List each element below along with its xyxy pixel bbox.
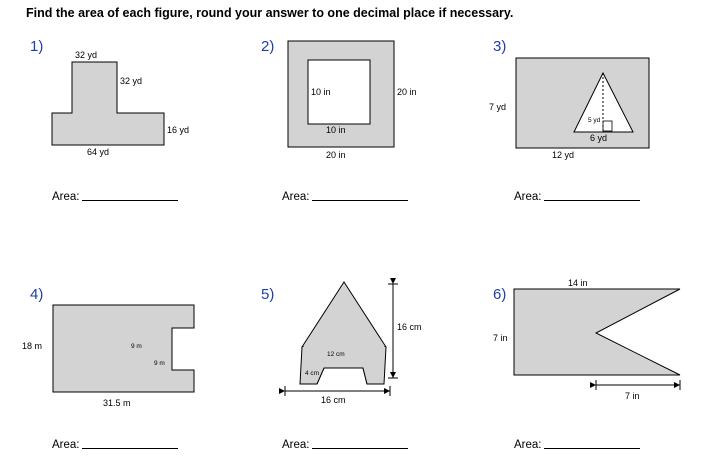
answer-line[interactable] (312, 200, 408, 201)
fig6-notch-label: 7 in (625, 391, 640, 401)
answer-line[interactable] (544, 448, 640, 449)
fig6-top-label: 14 in (568, 278, 588, 288)
area-label: Area: (514, 439, 542, 451)
area-label: Area: (282, 191, 310, 203)
figure-1-shape (52, 62, 164, 145)
fig2-outer-bottom-label: 20 in (326, 150, 346, 160)
area-label: Area: (52, 439, 80, 451)
area-label: Area: (514, 191, 542, 203)
answer-line[interactable] (544, 200, 640, 201)
fig4-width-label: 31.5 m (103, 398, 131, 408)
fig4-height-label: 18 m (22, 341, 43, 351)
problem-6-number: 6) (493, 286, 507, 303)
fig5-height-label: 16 cm (397, 322, 422, 332)
fig3-width-label: 12 yd (552, 150, 575, 160)
fig3-triangle-height-label: 5 yd (588, 117, 601, 124)
fig2-inner-left-label: 10 in (311, 87, 331, 97)
figure-4-shape (53, 305, 194, 392)
fig1-height-label: 32 yd (120, 76, 143, 86)
answer-line[interactable] (82, 448, 178, 449)
problem-2-number: 2) (261, 38, 275, 55)
problem-1-number: 1) (30, 38, 44, 55)
area-answer-3[interactable] (514, 191, 640, 203)
problem-4-number: 4) (30, 286, 44, 303)
area-label: Area: (52, 191, 80, 203)
fig4-notch-width-label: 9 m (131, 343, 142, 350)
instructions: Find the area of each figure, round your answer to one decimal place if necessary. (26, 6, 514, 20)
fig3-height-label: 7 yd (489, 102, 507, 112)
fig2-inner-bottom-label: 10 in (326, 125, 346, 135)
fig5-base-label: 16 cm (321, 395, 346, 405)
area-answer-2[interactable] (282, 191, 408, 203)
area-answer-1[interactable] (52, 191, 178, 203)
fig1-bottom-label: 64 yd (87, 147, 110, 157)
problem-3-number: 3) (493, 38, 507, 55)
fig3-triangle-base-label: 6 yd (590, 133, 608, 143)
area-answer-4[interactable] (52, 439, 178, 451)
answer-line[interactable] (82, 200, 178, 201)
area-label: Area: (282, 439, 310, 451)
fig2-outer-right-label: 20 in (397, 87, 417, 97)
fig6-height-label: 7 in (493, 333, 508, 343)
figure-3-rectangle (516, 58, 649, 148)
fig5-inner-width-label: 12 cm (327, 351, 345, 358)
fig1-right-label: 16 yd (167, 125, 190, 135)
area-answer-6[interactable] (514, 439, 640, 451)
fig5-leg-label: 4 cm (305, 370, 320, 377)
fig4-notch-height-label: 9 m (154, 360, 165, 367)
figure-6-shape (514, 289, 680, 375)
fig1-top-label: 32 yd (75, 50, 98, 60)
problem-5-number: 5) (261, 286, 275, 303)
figure-5-triangle (302, 282, 386, 347)
area-answer-5[interactable] (282, 439, 408, 451)
answer-line[interactable] (312, 448, 408, 449)
